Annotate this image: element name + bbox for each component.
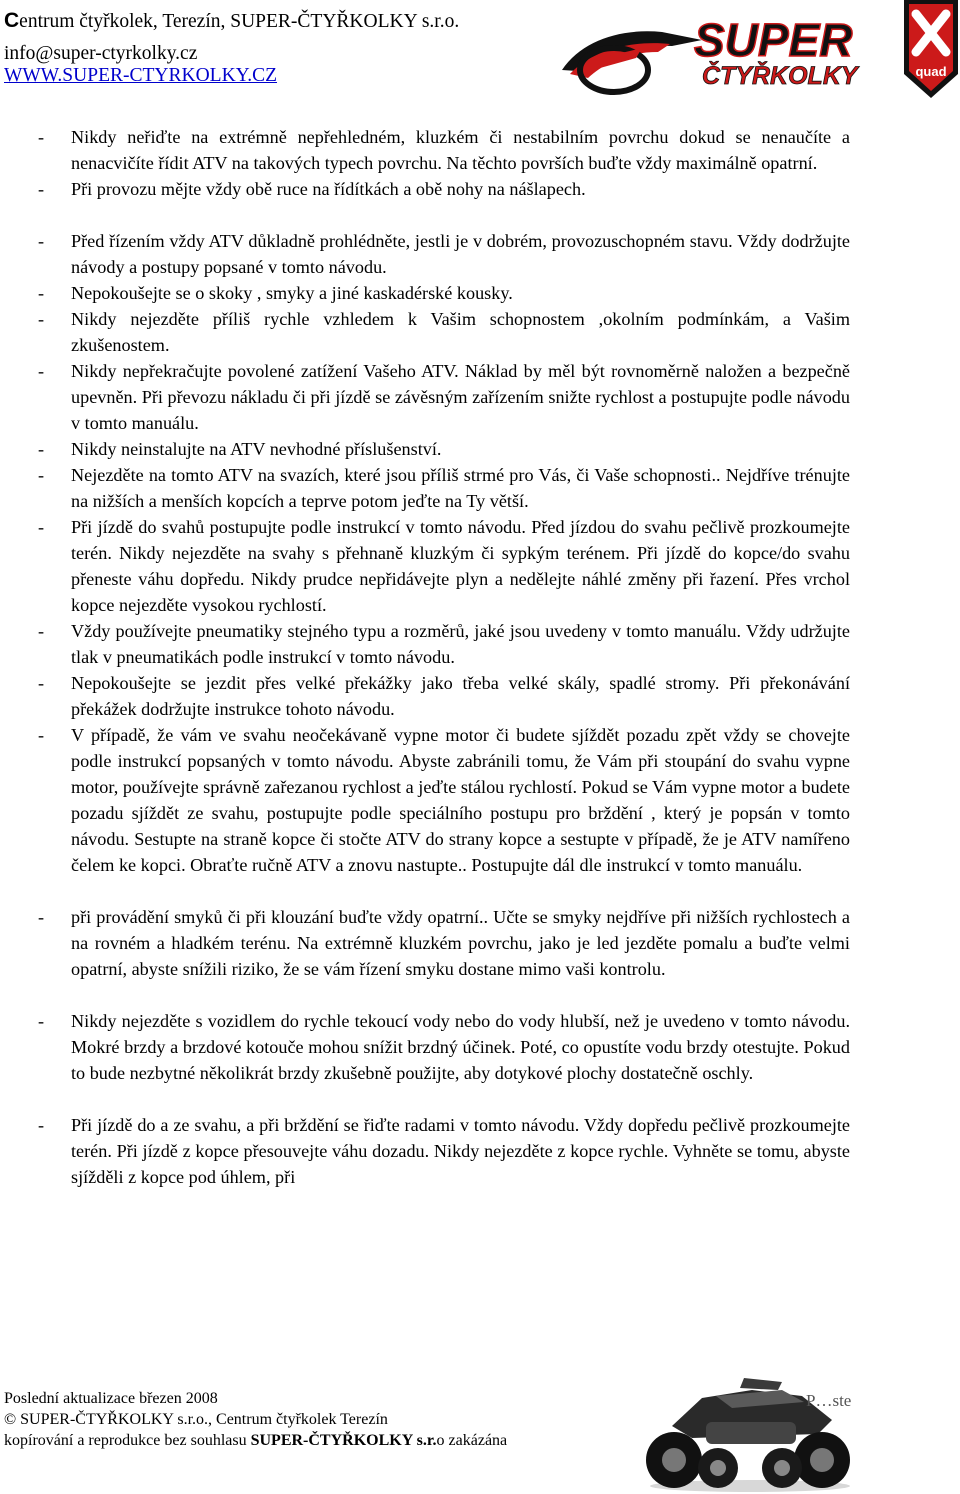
item-text: Nepokoušejte se jezdit přes velké překážky jako třeba velké skály, spadlé stromy. Při překonávání překážek dodržujte instrukce tohoto návodu. [71,673,850,719]
item-text: Před řízením vždy ATV důkladně prohlédněte, jestli je v dobrém, provozuschopném stavu. Vždy dodržujte návody a postupy popsané v tomto návodu. [71,231,850,277]
list-item: - Vždy používejte pneumatiky stejného typu a rozměrů, jaké jsou uvedeny v tomto manuálu. Vždy udržujte tlak v pneumatikách podle instrukcí v tomto návodu. [38,621,850,667]
list-item: - Nikdy nejezděte s vozidlem do rychle tekoucí vody nebo do vody hlubší, než je uvedeno v tomto návodu. Mokré brzdy a brzdové kotouče mohou snížit brzdný účinek. Poté, co opustíte vodu brzdy otestujte. Pokud to bude nezbytné několikrát brzdy zkušebně použijte, aby dotykové plochy dostatečně oschly. [38,1011,850,1083]
list-item: - Nikdy nejezděte příliš rychle vzhledem k Vašim schopnostem ,okolním podmínkám, a Vašim zkušenostem. [38,309,850,355]
list-item: - Nepokoušejte se jezdit přes velké překážky jako třeba velké skály, spadlé stromy. Při překonávání překážek dodržujte instrukce tohoto návodu. [38,673,850,719]
company-line [4,10,459,33]
list-item: - Nikdy neřiďte na extrémně nepřehledném, kluzkém či nestabilním povrchu dokud se nenaučíte a nenacvičíte řídit ATV na takových typech povrchu. Na těchto površích buďte vždy maximálně opatrní. [38,127,850,173]
page-header [0,0,960,102]
last-updated: Poslední aktualizace březen 2008 [4,1390,218,1407]
company-initial: C [4,9,20,32]
brand-bold: SUPER-ČTYŘKOLKY s.r. [250,1432,437,1449]
atv-wheel-icon [646,1432,702,1488]
item-text: Nepokoušejte se o skoky , smyky a jiné kaskadérské kousky. [71,283,513,303]
company-name: entrum čtyřkolek, Terezín, SUPER-ČTYŘKOLKY s.r.o. [19,11,460,32]
item-text: Nikdy neinstalujte na ATV nevhodné příslušenství. [71,439,442,459]
item-text: Při provozu mějte vždy obě ruce na řídítkách a obě nohy na nášlapech. [71,179,586,199]
atv-wheel-icon [794,1432,850,1488]
list-item: - Nejezděte na tomto ATV na svazích, které jsou příliš strmé pro Vás, či Vaše schopnosti.. Nejdříve trénujte na nižších a menších kopcích a teprve potom jeďte na Ty větší. [38,465,850,511]
website-link[interactable]: WWW.SUPER-CTYRKOLKY.CZ [4,65,278,86]
list-item: - Při provozu mějte vždy obě ruce na řídítkách a obě nohy na nášlapech. [38,179,586,199]
item-text: Při jízdě do a ze svahu, a při brždění se řiďte radami v tomto návodu. Vždy dopředu pečlivě prozkoumejte terén. Při jízdě z kopce přesouvejte váhu dozadu. Nikdy nejezděte z kopce rychle. Vyhněte se tomu, abyste sjížděli z kopce pod úhlem, při [71,1115,850,1187]
list-item: - při provádění smyků či při klouzání buďte vždy opatrní.. Učte se smyky nejdříve při nižších rychlostech a na rovném a hladkém terénu. Na extrémně kluzkém povrchu, jako je led jezděte pomalu a buďte velmi opatrní, abyste snížili riziko, že se vám řízení smyku dostane mimo vaši kontrolu. [38,907,850,979]
email-line: info@super-ctyrkolky.cz [4,43,198,64]
page-footer [4,1388,507,1451]
safety-instructions [38,124,850,1190]
item-text: Nikdy neřiďte na extrémně nepřehledném, kluzkém či nestabilním povrchu dokud se nenaučíte a nenacvičíte řídit ATV na takových typech povrchu. Na těchto površích buďte vždy maximálně opatrní. [71,127,850,173]
list-item: - Při jízdě do a ze svahu, a při brždění se řiďte radami v tomto návodu. Vždy dopředu pečlivě prozkoumejte terén. Při jízdě z kopce přesouvejte váhu dozadu. Nikdy nejezděte z kopce rychle. Vyhněte se tomu, abyste sjížděli z kopce pod úhlem, při [38,1115,850,1187]
super-ctyrkolky-logo [552,0,958,100]
list-item: - Nikdy neinstalujte na ATV nevhodné příslušenství. [38,439,442,459]
list-item: - V případě, že vám ve svahu neočekávaně vypne motor či budete sjíždět pozadu zpět vždy se chovejte podle instrukcí popsaných v tomto návodu. Abyste zabránili tomu, že Vám při stoupání do svahu vypne motor, používejte správně zařezanou rychlost a jeďte stálou rychlostí. Pokud se Vám vypne motor a budete pozadu sjíždět ze svahu, postupujte podle speciálního postupu pro brždění , který je popsán v tomto návodu. Sestupte na straně kopce či stočte ATV do strany kopce a sestupte v případě, že je ATV namířeno čelem ke kopci. Obraťte ručně ATV a znovu nastupte.. Postupujte dál dle instrukcí v tomto manuálu. [38,725,850,875]
logo-word-super: SUPER [694,14,853,66]
atv-wheel-icon [762,1448,802,1488]
list-item: - Nikdy nepřekračujte povolené zatížení Vašeho ATV. Náklad by měl být rovnoměrně naložen a bezpečně upevněn. Při převozu nákladu či při jízdě se závěsným zařízením snižte rychlost a postupujte podle návodu v tomto manuálu. [38,361,850,433]
item-text: Nikdy nejezděte s vozidlem do rychle tekoucí vody nebo do vody hlubší, než je uvedeno v tomto návodu. Mokré brzdy a brzdové kotouče mohou snížit brzdný účinek. Poté, co opustíte vodu brzdy otestujte. Pokud to bude nezbytné několikrát brzdy zkušebně použijte, aby dotykové plochy dostatečně oschly. [71,1011,850,1083]
item-text: Nikdy nepřekračujte povolené zatížení Vašeho ATV. Náklad by měl být rovnoměrně naložen a bezpečně upevněn. Při převozu nákladu či při jízdě se závěsným zařízením snižte rychlost a postupujte podle návodu v tomto manuálu. [71,361,850,433]
logo-word-ctyrkolky: ČTYŘKOLKY [702,62,858,90]
list-item: - Před řízením vždy ATV důkladně prohlédněte, jestli je v dobrém, provozuschopném stavu. Vždy dodržujte návody a postupy popsané v tomto návodu. [38,231,850,277]
atv-wheel-icon [698,1448,738,1488]
reproduction-notice: kopírování a reprodukce bez souhlasu SUPER-ČTYŘKOLKY s.r.o zakázána [4,1432,508,1449]
list-item: - Nepokoušejte se o skoky , smyky a jiné kaskadérské kousky. [38,283,513,303]
page-label: P…ste [806,1391,852,1410]
item-text: V případě, že vám ve svahu neočekávaně vypne motor či budete sjíždět pozadu zpět vždy se chovejte podle instrukcí popsaných v tomto návodu. Abyste zabránili tomu, že Vám při stoupání do svahu vypne motor, používejte správně zařezanou rychlost a jeďte stálou rychlostí. Pokud se Vám vypne motor a budete pozadu sjíždět ze svahu, postupujte podle speciálního postupu pro brždění , který je popsán v tomto návodu. Sestupte na straně kopce či stočte ATV do strany kopce a sestupte v případě, že je ATV namířeno čelem ke kopci. Obraťte ručně ATV a znovu nastupte.. Postupujte dál dle instrukcí v tomto manuálu. [71,725,850,875]
item-text: Nikdy nejezděte příliš rychle vzhledem k Vašim schopnostem ,okolním podmínkám, a Vašim zkušenostem. [71,309,850,355]
item-text: Nejezděte na tomto ATV na svazích, které jsou příliš strmé pro Vás, či Vaše schopnosti.. Nejdříve trénujte na nižších a menších kopcích a teprve potom jeďte na Ty větší. [71,465,850,511]
item-text: Při jízdě do svahů postupujte podle instrukcí v tomto návodu. Před jízdou do svahu pečlivě prozkoumejte terén. Nikdy nejezděte na svahy s přehnaně kluzkým či sypkým terénem. Při jízdě do kopce/do svahu přeneste váhu dopředu. Nikdy prudce nepřidávejte plyn a nedělejte náhlé změny při řazení. Přes vrchol kopce nejezděte vysokou rychlostí. [71,517,850,615]
item-text: při provádění smyků či při klouzání buďte vždy opatrní.. Učte se smyky nejdříve při nižších rychlostech a na rovném a hladkém terénu. Na extrémně kluzkém povrchu, jako je led jezděte pomalu a buďte velmi opatrní, abyste snížili riziko, že se vám řízení smyku dostane mimo vaši kontrolu. [71,907,850,979]
item-text: Vždy používejte pneumatiky stejného typu a rozměrů, jaké jsou uvedeny v tomto manuálu. Vždy udržujte tlak v pneumatikách podle instrukcí v tomto návodu. [71,621,850,667]
list-item: - Při jízdě do svahů postupujte podle instrukcí v tomto návodu. Před jízdou do svahu pečlivě prozkoumejte terén. Nikdy nejezděte na svahy s přehnaně kluzkým či sypkým terénem. Při jízdě do kopce/do svahu přeneste váhu dopředu. Nikdy prudce nepřidávejte plyn a nedělejte náhlé změny při řazení. Přes vrchol kopce nejezděte vysokou rychlostí. [38,517,850,615]
atv-quad-image [632,1368,868,1492]
copyright: © SUPER-ČTYŘKOLKY s.r.o., Centrum čtyřkolek Terezín [4,1411,388,1428]
badge-label: quad [915,64,947,79]
